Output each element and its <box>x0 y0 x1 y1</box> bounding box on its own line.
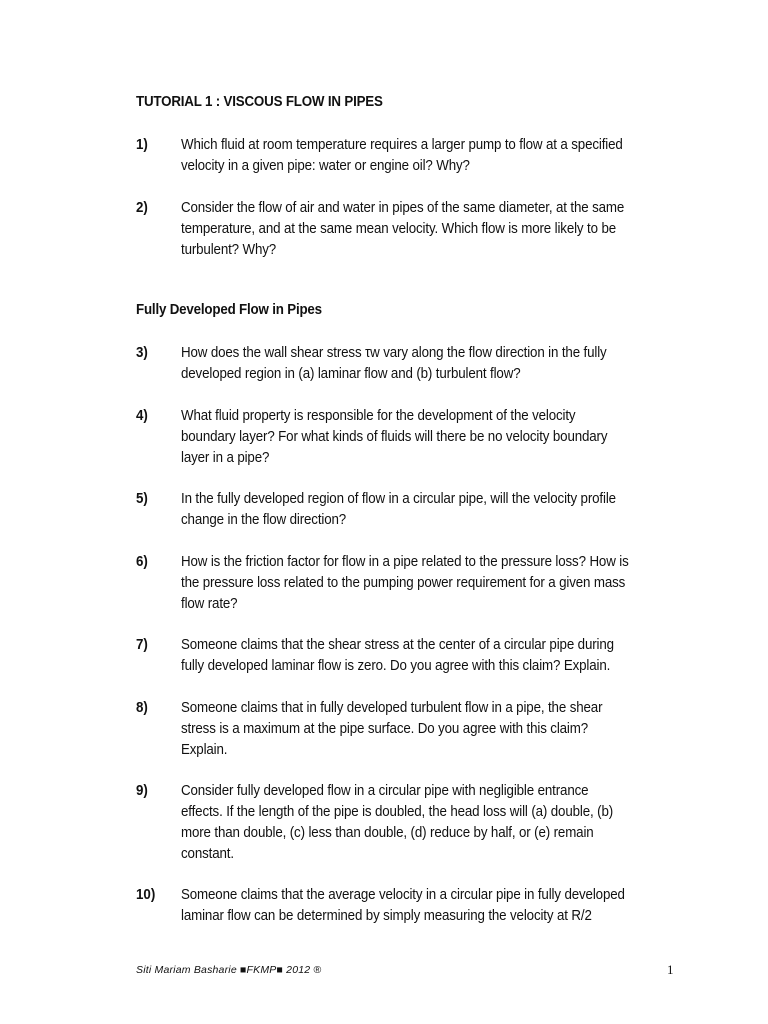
question-text: Consider the flow of air and water in pipes of the same diameter, at the same temperature, and at the same mean velocity. Which flow is more likely to be turbulent? Why? <box>181 200 625 258</box>
question-text: In the fully developed region of flow in a circular pipe, will the velocity profile change in the flow direction? <box>181 491 616 528</box>
question-number: 2) <box>136 200 148 216</box>
question-text: Consider fully developed flow in a circular pipe with negligible entrance effects. If the length of the pipe is doubled, the head loss will (a) double, (b) more than double, (c) less than double, (d) reduce by half, or (e) remain constant. <box>181 783 614 862</box>
question-number: 6) <box>136 554 148 570</box>
question-text: Which fluid at room temperature requires a larger pump to flow at a specified velocity in a given pipe: water or engine oil? Why? <box>181 137 623 174</box>
question-text: Someone claims that the average velocity in a circular pipe in fully developed laminar flow can be determined by simply measuring the velocity at R/2 <box>181 887 625 924</box>
question-number: 3) <box>136 345 148 361</box>
question-text: Someone claims that the shear stress at the center of a circular pipe during fully developed laminar flow is zero. Do you agree with this claim? Explain. <box>181 637 614 674</box>
question-number: 5) <box>136 491 148 507</box>
question-number: 9) <box>136 783 148 799</box>
question-number: 10) <box>136 887 156 903</box>
question-text: Someone claims that in fully developed turbulent flow in a pipe, the shear stress is a maximum at the pipe surface. Do you agree with this claim? Explain. <box>181 700 603 758</box>
footer-page-number: 1 <box>667 962 674 977</box>
section-heading: Fully Developed Flow in Pipes <box>136 302 322 318</box>
question-number: 7) <box>136 637 148 653</box>
question-text: How does the wall shear stress τw vary along the flow direction in the fully developed region in (a) laminar flow and (b) turbulent flow? <box>181 345 607 382</box>
question-number: 1) <box>136 137 148 153</box>
question-number: 4) <box>136 408 148 424</box>
question-number: 8) <box>136 700 148 716</box>
footer-author: Siti Mariam Basharie ■FKMP■ 2012 ® <box>136 964 322 976</box>
question-text: How is the friction factor for flow in a pipe related to the pressure loss? How is the pressure loss related to the pumping power requirement for a given mass flow rate? <box>181 554 629 612</box>
question-text: What fluid property is responsible for the development of the velocity boundary layer? For what kinds of fluids will there be no velocity boundary layer in a pipe? <box>181 408 608 466</box>
document-title: TUTORIAL 1 : VISCOUS FLOW IN PIPES <box>136 94 383 110</box>
